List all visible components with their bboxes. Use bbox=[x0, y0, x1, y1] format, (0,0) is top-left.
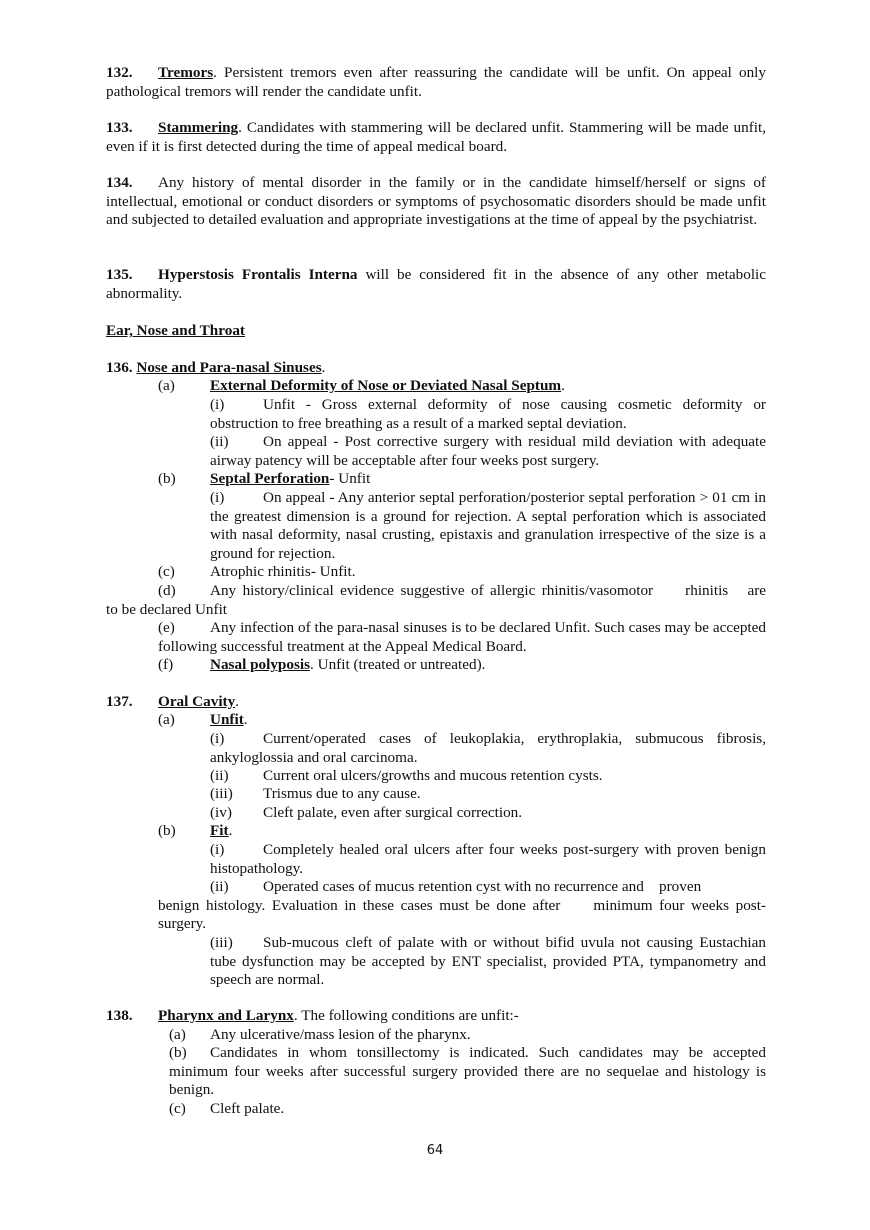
paragraph-number: 134. bbox=[106, 174, 133, 191]
subitem-text: On appeal - Any anterior septal perforation/posterior septal perforation > 01 cm in the greatest dimension is a ground for rejection. A septal perforation which is associated with nasal deformity, nasal crusting, epistaxis and granulation irrespective of the size is a ground for rejection. bbox=[210, 489, 766, 562]
item-138-b bbox=[169, 1044, 766, 1100]
title-end: . bbox=[243, 711, 248, 728]
paragraph-title: Oral Cavity bbox=[158, 693, 236, 710]
subitem-text: Unfit - Gross external deformity of nose causing cosmetic deformity or obstruction to free breathing as a result of a marked septal deviation. bbox=[210, 396, 766, 432]
item-136-a-i bbox=[210, 396, 766, 433]
section-heading bbox=[106, 322, 766, 341]
item-title-wrap bbox=[210, 470, 370, 489]
paragraph-text: . Candidates with stammering will be declared unfit. Stammering will be made unfit, even if it is first detected during the time of appeal medical board. bbox=[106, 119, 766, 155]
paragraph-138-heading bbox=[106, 1007, 766, 1026]
paragraph-title: Nose and Para-nasal Sinuses bbox=[136, 359, 322, 376]
paragraph-135 bbox=[106, 266, 766, 303]
paragraph-text: . Persistent tremors even after reassuring the candidate will be unfit. On appeal only pathological tremors will render the candidate unfit. bbox=[106, 64, 766, 100]
item-title: External Deformity of Nose or Deviated Nasal Septum bbox=[210, 377, 562, 394]
item-label: (f) bbox=[158, 656, 174, 673]
item-title: Nasal polyposis bbox=[210, 656, 311, 673]
subitem-text-line2: benign histology. Evaluation in these cases must be done after minimum four weeks post-surgery. bbox=[158, 896, 766, 933]
item-label: (b) bbox=[158, 470, 176, 487]
item-title-wrap bbox=[210, 822, 232, 841]
item-137-a-iii bbox=[210, 785, 766, 804]
subitem-label: (ii) bbox=[210, 878, 229, 895]
subitem-label: (i) bbox=[210, 489, 225, 506]
item-138-a bbox=[169, 1026, 766, 1045]
item-label: (c) bbox=[158, 563, 175, 580]
item-title: Fit bbox=[210, 822, 229, 839]
item-label: (a) bbox=[158, 711, 175, 728]
subitem-label: (ii) bbox=[210, 433, 229, 450]
subitem-label: (i) bbox=[210, 841, 225, 858]
item-text: Candidates in whom tonsillectomy is indicated. Such candidates may be accepted minimum four weeks after successful surgery provided there are no sequelae and histology is benign. bbox=[169, 1044, 766, 1099]
item-137-b-i bbox=[210, 841, 766, 878]
item-label: (b) bbox=[158, 822, 176, 839]
item-label: (e) bbox=[158, 619, 175, 636]
item-body bbox=[210, 656, 485, 675]
item-label: (d) bbox=[158, 582, 176, 599]
paragraph-text: will be considered fit in the absence of any other metabolic abnormality. bbox=[106, 266, 766, 302]
paragraph-133 bbox=[106, 119, 766, 156]
subitem-label: (iv) bbox=[210, 804, 232, 821]
subitem-text: Current/operated cases of leukoplakia, erythroplakia, submucous fibrosis, ankyloglossia and oral carcinoma. bbox=[210, 730, 766, 766]
paragraph-number: 133. bbox=[106, 119, 133, 136]
paragraph-title: Pharynx and Larynx bbox=[158, 1007, 294, 1024]
paragraph-number: 132. bbox=[106, 64, 133, 81]
subitem-label: (iii) bbox=[210, 934, 233, 951]
subitem-label: (i) bbox=[210, 730, 225, 747]
page-number: 64 bbox=[426, 1143, 444, 1158]
subitem-line1 bbox=[210, 878, 766, 897]
paragraph-text: Any history of mental disorder in the family or in the candidate himself/herself or signs of intellectual, emotional or conduct disorders or symptoms of psychosomatic disorders should be made unfit and subjected to detailed evaluation and appropriate investigations at the time of appeal by the psychiatrist. bbox=[106, 174, 766, 229]
item-137-a-iv bbox=[210, 804, 766, 823]
subitem-label: (ii) bbox=[210, 767, 229, 784]
item-text-line2: to be declared Unfit bbox=[106, 600, 228, 618]
item-title: Septal Perforation bbox=[210, 470, 330, 487]
title-end: . bbox=[561, 377, 565, 394]
item-137-a-i bbox=[210, 730, 766, 767]
item-136-a-ii bbox=[210, 433, 766, 470]
item-text: Any ulcerative/mass lesion of the pharynx. bbox=[210, 1026, 471, 1043]
subitem-text: Trismus due to any cause. bbox=[263, 785, 421, 802]
title-end: . bbox=[321, 359, 326, 376]
item-136-e bbox=[158, 619, 766, 656]
section-heading-text: Ear, Nose and Throat bbox=[106, 322, 245, 339]
paragraph-137-heading bbox=[106, 693, 766, 712]
item-137-b-iii bbox=[210, 934, 766, 990]
title-end: . bbox=[228, 822, 233, 839]
item-text-line1: Any history/clinical evidence suggestive of allergic rhinitis/vasomotor rhinitis are bbox=[210, 582, 766, 599]
paragraph-title: Stammering bbox=[158, 119, 239, 136]
subitem-text: Current oral ulcers/growths and mucous retention cysts. bbox=[263, 767, 603, 784]
title-end: - Unfit bbox=[329, 470, 371, 487]
paragraph-title: Hyperstosis Frontalis Interna bbox=[158, 266, 358, 283]
item-label: (c) bbox=[169, 1100, 186, 1117]
item-label: (a) bbox=[169, 1026, 186, 1043]
subitem-text-line1: Operated cases of mucus retention cyst with no recurrence and proven bbox=[263, 878, 702, 895]
item-title-wrap bbox=[210, 711, 248, 730]
subitem-label: (i) bbox=[210, 396, 225, 413]
item-text: Any infection of the para-nasal sinuses is to be declared Unfit. Such cases may be accepted following successful treatment at the Appeal Medical Board. bbox=[158, 619, 766, 655]
subitem-text: Cleft palate, even after surgical correction. bbox=[263, 804, 523, 821]
paragraph-number: 138. bbox=[106, 1007, 133, 1024]
paragraph-134 bbox=[106, 174, 766, 230]
item-title: Unfit bbox=[210, 711, 244, 728]
paragraph-text: . The following conditions are unfit:- bbox=[293, 1007, 519, 1024]
item-138-c bbox=[169, 1100, 766, 1119]
item-label: (a) bbox=[158, 377, 175, 394]
subitem-text: On appeal - Post corrective surgery with residual mild deviation with adequate airway patency will be acceptable after four weeks post surgery. bbox=[210, 433, 766, 469]
item-136-b-i bbox=[210, 489, 766, 563]
paragraph-132 bbox=[106, 64, 766, 101]
item-text: Atrophic rhinitis- Unfit. bbox=[210, 563, 356, 580]
paragraph-136-heading bbox=[106, 359, 766, 378]
paragraph-title: Tremors bbox=[158, 64, 214, 81]
title-end: . bbox=[235, 693, 239, 710]
paragraph-number: 135. bbox=[106, 266, 133, 283]
item-label: (b) bbox=[169, 1044, 187, 1061]
item-137-a-ii bbox=[210, 767, 766, 786]
paragraph-number: 136. bbox=[106, 359, 133, 376]
item-title-wrap bbox=[210, 377, 565, 396]
subitem-text: Completely healed oral ulcers after four weeks post-surgery with proven benign histopathology. bbox=[210, 841, 766, 877]
subitem-text: Sub-mucous cleft of palate with or without bifid uvula not causing Eustachian tube dysfunction may be accepted by ENT specialist, provided PTA, tympanometry and speech are normal. bbox=[210, 934, 766, 989]
subitem-label: (iii) bbox=[210, 785, 233, 802]
paragraph-number: 137. bbox=[106, 693, 133, 710]
item-text: Cleft palate. bbox=[210, 1100, 285, 1117]
item-text: . Unfit (treated or untreated). bbox=[310, 656, 486, 673]
